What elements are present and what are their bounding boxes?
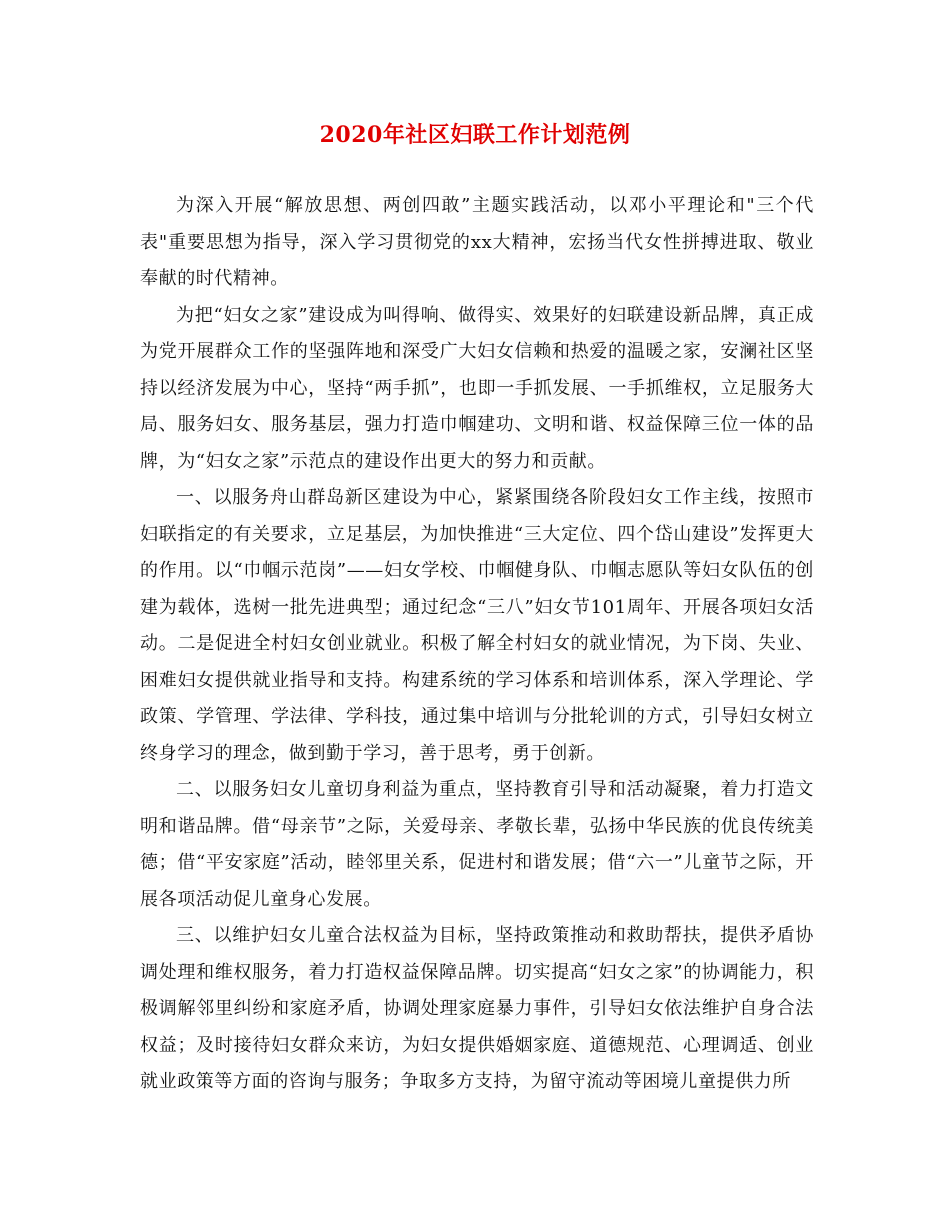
document-body bbox=[140, 188, 814, 1101]
paragraph-brand: 为把“妇女之家”建设成为叫得响、做得实、效果好的妇联建设新品牌，真正成为党开展群众工作的坚强阵地和深受广大妇女信赖和热爱的温暖之家，安澜社区坚持以经济发展为中心，坚持“两手抓”，也即一手抓发展、一手抓维权，立足服务大局、服务妇女、服务基层，强力打造巾帼建功、文明和谐、权益保障三位一体的品牌，为“妇女之家”示范点的建设作出更大的努力和贡献。 bbox=[140, 304, 814, 472]
paragraph-section-three: 三、以维护妇女儿童合法权益为目标，坚持政策推动和救助帮扶，提供矛盾协调处理和维权服务，着力打造权益保障品牌。切实提高“妇女之家”的协调能力，积极调解邻里纠纷和家庭矛盾，协调处理家庭暴力事件，引导妇女依法维护自身合法权益；及时接待妇女群众来访，为妇女提供婚姻家庭、道德规范、心理调适、创业就业政策等方面的咨询与服务；争取多方支持，为留守流动等困境儿童提供力所 bbox=[140, 925, 814, 1092]
paragraph-section-two: 二、以服务妇女儿童切身利益为重点，坚持教育引导和活动凝聚，着力打造文明和谐品牌。借“母亲节”之际，关爱母亲、孝敬长辈，弘扬中华民族的优良传统美德；借“平安家庭”活动，睦邻里关系，促进村和谐发展；借“六一”儿童节之际，开展各项活动促儿童身心发展。 bbox=[140, 779, 814, 910]
document-title: 2020年社区妇联工作计划范例 bbox=[319, 122, 631, 148]
paragraph-section-one: 一、以服务舟山群岛新区建设为中心，紧紧围绕各阶段妇女工作主线，按照市妇联指定的有关要求，立足基层，为加快推进“三大定位、四个岱山建设”发挥更大的作用。以“巾帼示范岗”——妇女学校、巾帼健身队、巾帼志愿队等妇女队伍的创建为载体，选树一批先进典型；通过纪念“三八”妇女节101周年、开展各项妇女活动。二是促进全村妇女创业就业。积极了解全村妇女的就业情况，为下岗、失业、困难妇女提供就业指导和支持。构建系统的学习体系和培训体系，深入学理论、学政策、学管理、学法律、学科技，通过集中培训与分批轮训的方式，引导妇女树立终身学习的理念，做到勤于学习，善于思考，勇于创新。 bbox=[140, 487, 814, 764]
paragraph-intro: 为深入开展“解放思想、两创四敢”主题实践活动，以邓小平理论和"三个代表"重要思想为指导，深入学习贯彻党的xx大精神，宏扬当代女性拼搏进取、敬业奉献的时代精神。 bbox=[140, 195, 814, 289]
